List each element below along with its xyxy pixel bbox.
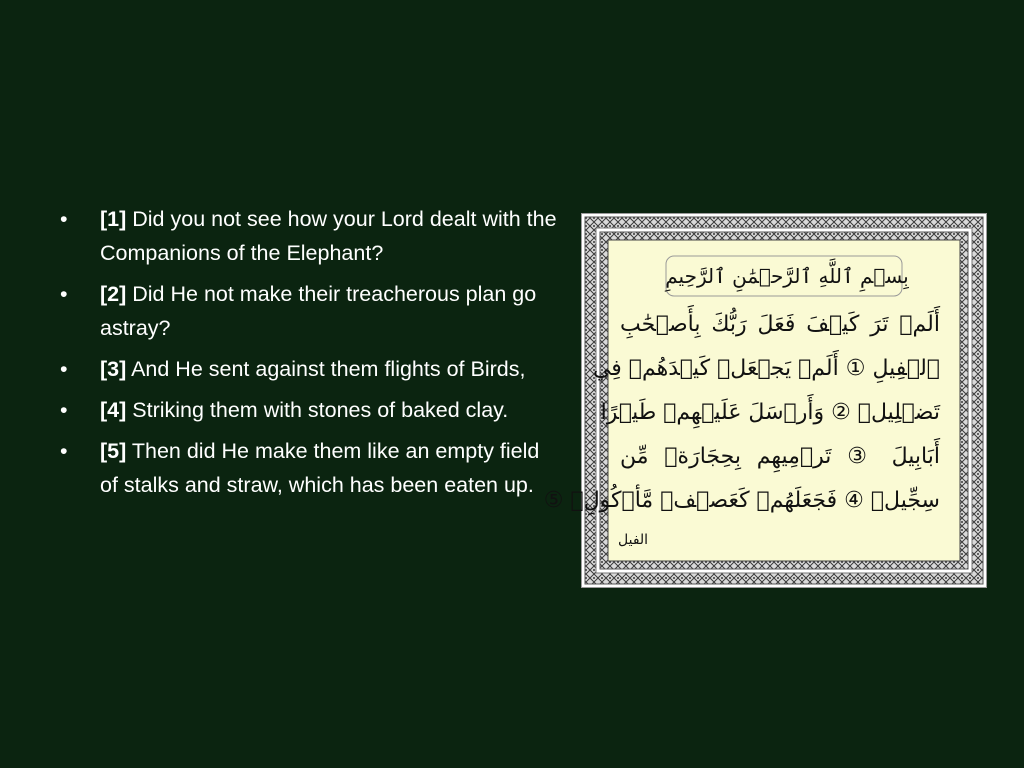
bullet-icon: • — [60, 357, 68, 381]
verse-line: ٱلۡفِيلِ ① أَلَمۡ يَجۡعَلۡ كَيۡدَهُمۡ فِي — [592, 356, 940, 381]
verse-text: And He sent against them flights of Birds, — [126, 357, 526, 381]
verse-line: تَضۡلِيلٖ ② وَأَرۡسَلَ عَلَيۡهِمۡ طَيۡرًا — [600, 400, 940, 425]
bullet-icon: • — [60, 398, 68, 422]
verse-text: Did He not make their treacherous plan go astray? — [100, 282, 537, 340]
verse-number: [4] — [100, 398, 127, 422]
bullet-icon: • — [60, 282, 68, 306]
list-item — [60, 202, 560, 270]
list-item — [60, 393, 560, 427]
quran-page-image — [543, 213, 987, 588]
verse-number: [3] — [100, 357, 127, 381]
verse-number: [5] — [100, 439, 127, 463]
verse-text: Did you not see how your Lord dealt with the Companions of the Elephant? — [100, 207, 557, 265]
verse-text: Then did He make them like an empty field of stalks and straw, which has been eaten up. — [100, 439, 540, 497]
bullet-icon: • — [60, 207, 68, 231]
list-item — [60, 434, 560, 502]
verse-line: أَلَمۡ تَرَ كَيۡفَ فَعَلَ رَبُّكَ بِأَصۡحَٰبِ — [620, 312, 940, 337]
verse-line: أَبَابِيلَ ③ تَرۡمِيهِم بِحِجَارَةٖ مِّن — [620, 444, 940, 469]
bullet-icon: • — [60, 439, 68, 463]
verse-line: سِجِّيلٖ ④ فَجَعَلَهُمۡ كَعَصۡفٖ مَّأۡكُولِۭ ⑤ — [543, 488, 940, 513]
list-item — [60, 352, 560, 386]
verse-number: [2] — [100, 282, 127, 306]
verse-list — [60, 202, 560, 509]
surah-name: الفيل — [618, 532, 649, 548]
verse-text: Striking them with stones of baked clay. — [126, 398, 509, 422]
verse-number: [1] — [100, 207, 127, 231]
basmala: بِسۡمِ ٱللَّهِ ٱلرَّحۡمَٰنِ ٱلرَّحِيمِ — [665, 264, 909, 288]
list-item — [60, 277, 560, 345]
